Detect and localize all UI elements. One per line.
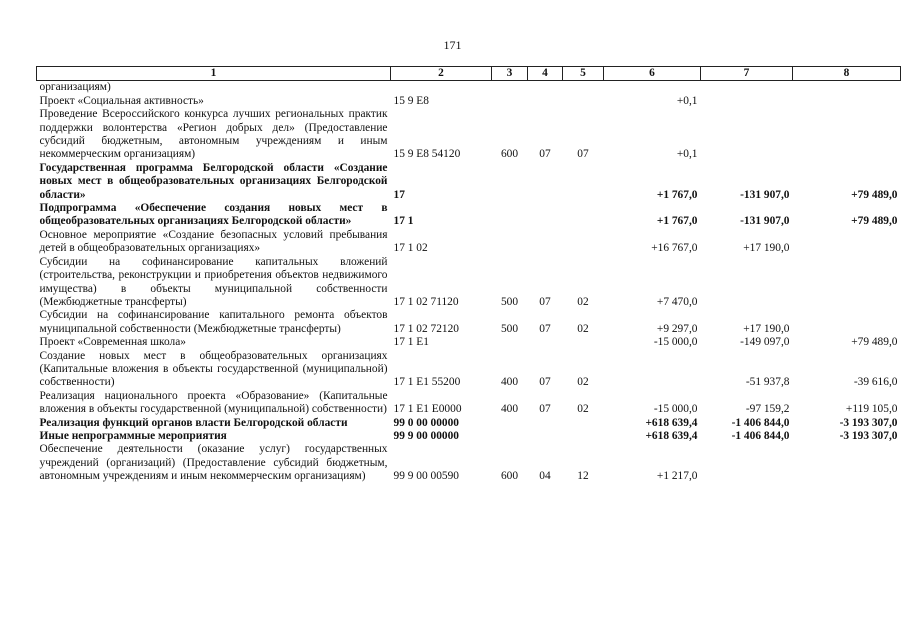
row-pr: 02	[577, 295, 589, 308]
header-col-code: 2	[391, 67, 492, 81]
row-value-6	[604, 350, 701, 390]
row-vr: 600	[500, 148, 519, 161]
row-value-8	[793, 229, 901, 256]
table-row	[37, 336, 901, 349]
row-rz: 07	[539, 148, 551, 161]
row-vr	[492, 202, 528, 229]
row-code: 17 1 02	[393, 242, 428, 255]
header-col-rz: 4	[528, 67, 563, 81]
header-col-7: 7	[701, 67, 793, 81]
row-value-6: +0,1	[676, 94, 698, 107]
row-name: Субсидии на софинансирование капитального ремонта объектов муниципальной собственности (Межбюджетные трансферты)	[39, 309, 388, 335]
row-value-6: -15 000,0	[653, 336, 698, 349]
row-rz	[528, 430, 563, 443]
row-value-6: +7 470,0	[656, 295, 698, 308]
row-value-6: +618 639,4	[645, 429, 698, 442]
row-pr: 02	[577, 403, 589, 416]
row-rz	[528, 162, 563, 202]
table-row	[37, 417, 901, 430]
header-col-6: 6	[604, 67, 701, 81]
row-value-8: +79 489,0	[851, 188, 898, 201]
row-pr	[563, 430, 604, 443]
row-rz	[528, 202, 563, 229]
row-value-8: -3 193 307,0	[839, 429, 898, 442]
row-name: Проект «Современная школа»	[39, 336, 186, 349]
row-value-8: +119 105,0	[845, 403, 898, 416]
row-rz	[528, 95, 563, 108]
row-code: 99 0 00 00000	[393, 416, 459, 429]
table-row	[37, 162, 901, 202]
row-value-7: -149 097,0	[740, 336, 790, 349]
table-row	[37, 108, 901, 162]
row-name: Государственная программа Белгородской области «Создание новых мест в общеобразовательных организациях Белгородской области»	[39, 161, 388, 201]
row-rz	[528, 336, 563, 349]
row-value-6	[604, 81, 701, 95]
row-code: 99 9 00 00000	[393, 429, 459, 442]
row-name: Создание новых мест в общеобразовательных организациях (Капитальные вложения в объекты государственной (муниципальной) собственности)	[39, 349, 388, 389]
table-header-row	[37, 67, 901, 81]
row-pr	[563, 202, 604, 229]
row-rz: 07	[539, 376, 551, 389]
row-value-8	[793, 443, 901, 483]
row-code: 17 1	[393, 215, 414, 228]
row-value-6: +9 297,0	[656, 322, 698, 335]
row-code: 17 1 02 71120	[393, 295, 459, 308]
row-value-7: +17 190,0	[743, 242, 790, 255]
header-col-pr: 5	[563, 67, 604, 81]
row-pr	[563, 162, 604, 202]
row-code: 15 9 E8	[393, 94, 429, 107]
row-value-6: +16 767,0	[651, 242, 698, 255]
row-pr: 02	[577, 322, 589, 335]
row-value-7: -51 937,8	[745, 376, 790, 389]
row-value-6: +1 767,0	[656, 188, 698, 201]
row-code: 15 9 E8 54120	[393, 148, 461, 161]
row-name: Иные непрограммные мероприятия	[39, 429, 227, 442]
row-value-8: -3 193 307,0	[839, 416, 898, 429]
row-value-7: +17 190,0	[743, 322, 790, 335]
row-value-7	[701, 95, 793, 108]
row-name: Субсидии на софинансирование капитальных вложений (строительства, реконструкции и приобретения объектов недвижимого имущества) в объекты муниципальной собственности (Межбюджетные трансферты)	[39, 255, 388, 308]
row-value-6: +1 217,0	[656, 470, 698, 483]
row-vr	[492, 95, 528, 108]
row-pr	[563, 417, 604, 430]
table-row	[37, 81, 901, 95]
row-value-8: -39 616,0	[853, 376, 898, 389]
row-value-7	[701, 108, 793, 162]
table-row	[37, 430, 901, 443]
row-pr	[563, 95, 604, 108]
row-vr: 400	[500, 403, 519, 416]
row-value-7	[701, 443, 793, 483]
row-name: Основное мероприятие «Создание безопасных условий пребывания детей в общеобразовательных организациях»	[39, 228, 388, 255]
row-value-8: +79 489,0	[851, 336, 898, 349]
table-row	[37, 202, 901, 229]
row-value-8	[793, 95, 901, 108]
row-rz	[528, 229, 563, 256]
row-value-7	[701, 256, 793, 310]
row-value-8	[793, 81, 901, 95]
row-value-7: -1 406 844,0	[731, 429, 790, 442]
row-pr: 12	[577, 470, 589, 483]
row-value-8	[793, 309, 901, 336]
header-col-vr: 3	[492, 67, 528, 81]
row-vr: 500	[500, 322, 519, 335]
row-rz: 07	[539, 295, 551, 308]
row-value-7: -97 159,2	[745, 403, 790, 416]
row-value-7: -131 907,0	[740, 188, 790, 201]
row-rz	[528, 417, 563, 430]
row-rz	[528, 81, 563, 95]
row-name: Обеспечение деятельности (оказание услуг) государственных учреждений (организаций) (Предоставление субсидий бюджетным, автономным учреждениям и иным некоммерческим организациям)	[39, 443, 388, 483]
row-name: Реализация национального проекта «Образование» (Капитальные вложения в объекты государственной (муниципальной) собственности)	[39, 389, 388, 416]
row-value-6: +0,1	[676, 148, 698, 161]
row-vr: 400	[500, 376, 519, 389]
row-value-6: +1 767,0	[656, 215, 698, 228]
row-pr: 07	[577, 148, 589, 161]
row-rz: 04	[539, 470, 551, 483]
table-row	[37, 256, 901, 310]
row-rz: 07	[539, 322, 551, 335]
row-code: 99 9 00 00590	[393, 470, 459, 483]
row-code: 17 1 E1 E0000	[393, 403, 462, 416]
table-row	[37, 443, 901, 483]
row-rz: 07	[539, 403, 551, 416]
table-row	[37, 229, 901, 256]
budget-table	[36, 66, 901, 484]
row-code	[391, 81, 492, 95]
row-pr	[563, 336, 604, 349]
row-vr	[492, 162, 528, 202]
table-row	[37, 390, 901, 417]
row-name: Подпрограмма «Обеспечение создания новых мест в общеобразовательных организациях Белгородской области»	[39, 202, 388, 228]
page-number: 171	[443, 38, 462, 52]
row-name: организациям)	[39, 81, 111, 94]
row-value-8	[793, 108, 901, 162]
row-code: 17	[393, 188, 405, 201]
table-row	[37, 309, 901, 336]
row-vr	[492, 417, 528, 430]
row-value-7: -131 907,0	[740, 215, 790, 228]
row-pr: 02	[577, 376, 589, 389]
row-code: 17 1 E1	[393, 336, 429, 349]
row-vr	[492, 81, 528, 95]
row-value-7: -1 406 844,0	[731, 416, 790, 429]
row-code: 17 1 02 72120	[393, 322, 459, 335]
row-name: Реализация функций органов власти Белгородской области	[39, 416, 348, 429]
row-value-7	[701, 81, 793, 95]
header-col-8: 8	[793, 67, 901, 81]
row-pr	[563, 229, 604, 256]
row-value-8	[793, 256, 901, 310]
header-col-name: 1	[37, 67, 391, 81]
row-value-8: +79 489,0	[851, 215, 898, 228]
row-value-6: +618 639,4	[645, 416, 698, 429]
row-pr	[563, 81, 604, 95]
row-code: 17 1 E1 55200	[393, 376, 461, 389]
row-vr: 600	[500, 470, 519, 483]
row-vr	[492, 229, 528, 256]
row-name: Проведение Всероссийского конкурса лучших региональных практик поддержки волонтерства «Регион добрых дел» (Предоставление субсидий бюджетным, автономным учреждениям и иным некоммерческим организациям)	[39, 108, 388, 161]
table-row	[37, 95, 901, 108]
row-name: Проект «Социальная активность»	[39, 94, 204, 107]
row-vr	[492, 336, 528, 349]
table-row	[37, 350, 901, 390]
row-vr	[492, 430, 528, 443]
row-value-6: -15 000,0	[653, 403, 698, 416]
row-vr: 500	[500, 295, 519, 308]
